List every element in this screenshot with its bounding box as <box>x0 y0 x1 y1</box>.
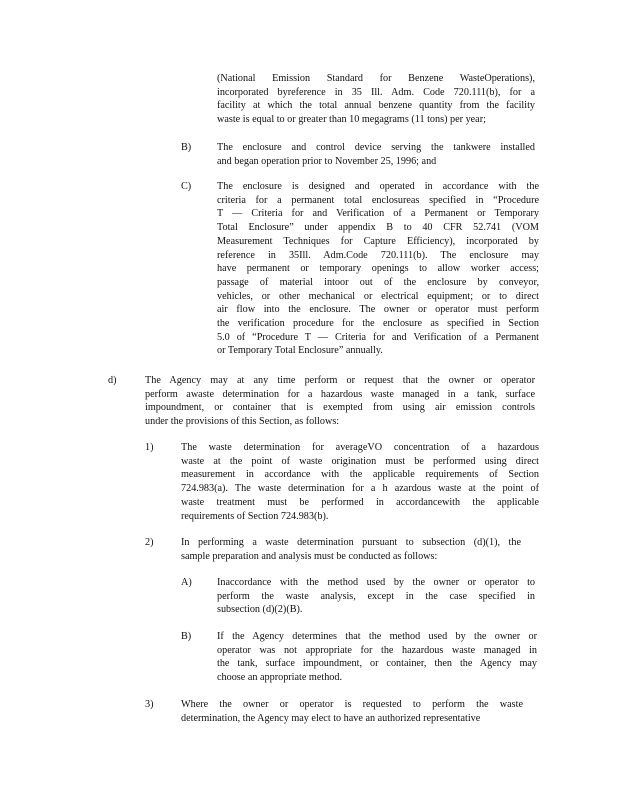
paragraph-text <box>217 72 535 127</box>
text-line: (National Emission Standard for Benzene WasteOperations), <box>217 73 535 84</box>
text-line: under the provisions of this Section, as follows: <box>145 416 340 428</box>
paragraph-text <box>217 630 537 685</box>
paragraph-text <box>217 180 539 358</box>
text-line: 5.0 of “Procedure T — Criteria for and Verification of a Permanent <box>217 331 539 343</box>
text-line: passage of material intoor out of the enclosure by conveyor, <box>217 276 539 288</box>
text-line: facility at which the total annual benzene quantity from the facility <box>217 100 535 112</box>
paragraph-label: A) <box>181 577 192 588</box>
paragraph-text <box>217 576 535 617</box>
text-line: waste treatment must be performed in accordancewith the applicable <box>181 496 539 508</box>
text-line: determination, the Agency may elect to have an authorized representative <box>181 712 481 724</box>
text-line: perform awaste determination for a hazardous waste managed in a tank, surface <box>145 388 535 400</box>
text-line: the tank, surface impoundment, or container, then the Agency may <box>217 658 537 670</box>
text-line: operator was not appropriate for the hazardous waste managed in <box>217 644 537 656</box>
text-line: requirements of Section 724.983(b). <box>181 510 329 522</box>
text-line: choose an appropriate method. <box>217 672 343 684</box>
text-line: The enclosure and control device serving the tankwere installed <box>217 142 535 153</box>
text-line: In performing a waste determination pursuant to subsection (d)(1), the <box>181 537 521 548</box>
text-line: impoundment, or container that is exempted from using air emission controls <box>145 402 535 414</box>
paragraph-text <box>181 698 523 725</box>
text-line: vehicles, or other mechanical or electrical equipment; or to direct <box>217 290 539 302</box>
text-line: and began operation prior to November 25, 1996; and <box>217 155 437 167</box>
text-line: The enclosure is designed and operated in accordance with the <box>217 181 539 192</box>
text-line: Where the owner or operator is requested to perform the waste <box>181 699 523 710</box>
text-line: Inaccordance with the method used by the owner or operator to <box>217 577 535 588</box>
text-line: perform the waste analysis, except in the case specified in <box>217 590 535 602</box>
text-line: reference in 35Ill. Adm.Code 720.111(b). The enclosure may <box>217 249 539 261</box>
text-line: If the Agency determines that the method used by the owner or <box>217 631 537 642</box>
text-line: waste at the point of waste origination must be performed using direct <box>181 455 539 467</box>
paragraph-text <box>217 141 535 168</box>
text-line: The waste determination for averageVO concentration of a hazardous <box>181 442 539 453</box>
paragraph-label: 2) <box>145 537 154 548</box>
text-line: waste is equal to or greater than 10 megagrams (11 tons) per year; <box>217 114 486 126</box>
text-line: 724.983(a). The waste determination for a h azardous waste at the point of <box>181 483 539 495</box>
text-line: subsection (d)(2)(B). <box>217 604 303 616</box>
text-line: incorporated byreference in 35 Ill. Adm. Code 720.111(b), for a <box>217 86 535 98</box>
paragraph-text <box>145 374 535 429</box>
text-line: or Temporary Total Enclosure” annually. <box>217 345 383 357</box>
paragraph-text <box>181 536 521 563</box>
paragraph-label: B) <box>181 142 192 153</box>
text-line: Total Enclosure” under appendix B to 40 CFR 52.741 (VOM <box>217 222 539 234</box>
text-line: The Agency may at any time perform or request that the owner or operator <box>145 375 535 386</box>
paragraph-text <box>181 441 539 523</box>
text-line: T — Criteria for and Verification of a Permanent or Temporary <box>217 208 539 220</box>
paragraph-label: d) <box>108 375 117 386</box>
paragraph-label: C) <box>181 181 192 192</box>
text-line: air flow into the enclosure. The owner or operator must perform <box>217 304 539 316</box>
paragraph-label: B) <box>181 631 192 642</box>
text-line: Measurement Techniques for Capture Efficiency), incorporated by <box>217 235 539 247</box>
text-line: sample preparation and analysis must be conducted as follows: <box>181 550 438 562</box>
text-line: the verification procedure for the enclosure as specified in Section <box>217 318 539 330</box>
text-line: have permanent or temporary openings to allow worker access; <box>217 263 539 275</box>
paragraph-label: 3) <box>145 699 154 710</box>
text-line: criteria for a permanent total enclosureas specified in “Procedure <box>217 194 539 206</box>
text-line: measurement in accordance with the applicable requirements of Section <box>181 469 539 481</box>
paragraph-label: 1) <box>145 442 154 453</box>
